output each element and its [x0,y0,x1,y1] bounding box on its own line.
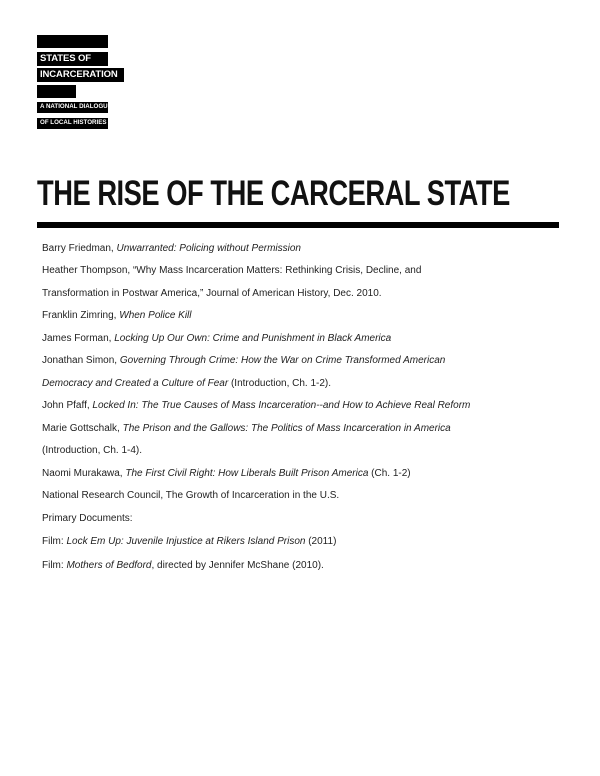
logo-bar [37,85,76,98]
logo-line-4: OF LOCAL HISTORIES [37,118,108,129]
reference-line: Jonathan Simon, Governing Through Crime: How the War on Crime Transformed American [42,355,446,366]
reference-line: National Research Council, The Growth of Incarceration in the U.S. [42,490,340,501]
page-title: THE RISE OF THE CARCERAL STATE [37,174,510,213]
reference-line: Democracy and Created a Culture of Fear (Introduction, Ch. 1-2). [42,378,332,389]
reference-line: Naomi Murakawa, The First Civil Right: How Liberals Built Prison America (Ch. 1-2) [42,468,411,479]
reference-line: John Pfaff, Locked In: The True Causes of Mass Incarceration--and How to Achieve Real Reform [42,400,471,411]
reference-line: Film: Mothers of Bedford, directed by Jennifer McShane (2010). [42,560,324,571]
reference-line: Heather Thompson, “Why Mass Incarceration Matters: Rethinking Crisis, Decline, and [42,265,422,276]
logo-line-3: A NATIONAL DIALOGUE [37,102,108,113]
logo-line-2: INCARCERATION [37,68,124,82]
section-label: Primary Documents: [42,513,133,524]
logo-line-1: STATES OF [37,52,108,66]
title-rule [37,222,559,228]
reference-line: Transformation in Postwar America,” Journal of American History, Dec. 2010. [42,288,382,299]
reference-line: (Introduction, Ch. 1-4). [42,445,143,456]
reference-line: Barry Friedman, Unwarranted: Policing without Permission [42,243,301,254]
reference-line: Marie Gottschalk, The Prison and the Gallows: The Politics of Mass Incarceration in America [42,423,451,434]
reference-line: James Forman, Locking Up Our Own: Crime and Punishment in Black America [42,333,392,344]
reference-line: Film: Lock Em Up: Juvenile Injustice at Rikers Island Prison (2011) [42,536,337,547]
reference-line: Franklin Zimring, When Police Kill [42,310,192,321]
logo-bar [37,35,108,48]
